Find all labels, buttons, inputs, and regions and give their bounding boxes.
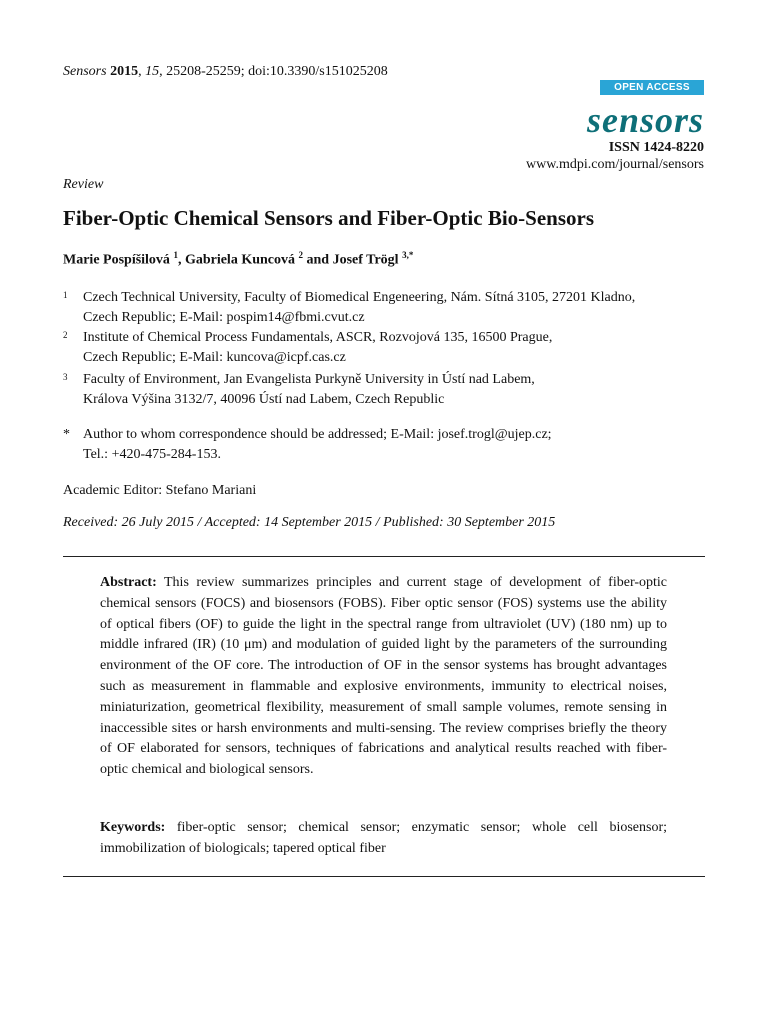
issn: ISSN 1424-8220 <box>608 140 704 155</box>
author-name: Gabriela Kuncová <box>184 252 299 268</box>
abstract-text: This review summarizes principles and current stage of development of fiber-optic chemical sensors (FOCS) and biosensors (FOBS). Fiber optic sensor (FOS) systems use the ability of optical fibers (OF) to guide the light in the spectral range from ultraviolet (UV) (180 nm) up to middle infrared (IR) (10 μm) and modulation of guided light by the parameters of the surrounding environment of the OF core. The introduction of OF in the sensor systems has brought advantages such as measurement in flammable and explosive environments, immunity to electrical noises, miniaturization, geometrical flexibility, measurement of small sample volumes, remote sensing in inaccessible sites or harsh environments and multi-sensing. The review comprises briefly the theory of OF elaborated for sensors, techniques of fabrications and analytical results reached with fiber-optic chemical and biological sensors. <box>100 575 667 778</box>
author-name: Marie Pospíšilová <box>63 252 174 268</box>
affiliation-line: Institute of Chemical Process Fundamentals, ASCR, Rozvojová 135, 16500 Prague, <box>83 330 553 345</box>
abstract <box>100 573 667 781</box>
correspondence-line: Tel.: +420-475-284-153. <box>83 447 221 462</box>
affiliation-number: 1 <box>63 290 68 300</box>
journal-logo: sensors <box>586 100 704 140</box>
keywords-label: Keywords: <box>100 820 166 835</box>
paper-title: Fiber-Optic Chemical Sensors and Fiber-Optic Bio-Sensors <box>63 206 594 230</box>
keywords <box>100 818 667 860</box>
affiliation-number: 3 <box>63 372 68 382</box>
correspondence-line: Author to whom correspondence should be addressed; E-Mail: josef.trogl@ujep.cz; <box>83 427 552 442</box>
author-separator: and <box>303 252 333 268</box>
publication-dates: Received: 26 July 2015 / Accepted: 14 September 2015 / Published: 30 September 2015 <box>63 515 556 530</box>
keywords-text: fiber-optic sensor; chemical sensor; enzymatic sensor; whole cell biosensor; immobilization of biologicals; tapered optical fiber <box>100 820 668 856</box>
article-type: Review <box>63 177 104 192</box>
affiliation-line: Czech Technical University, Faculty of Biomedical Engeneering, Nám. Sítná 3105, 27201 Kladno, <box>83 290 636 305</box>
citation-journal: Sensors <box>63 64 107 79</box>
affiliation-line: Králova Výšina 3132/7, 40096 Ústí nad Labem, Czech Republic <box>83 392 445 407</box>
author-affiliation-mark: 3,* <box>402 250 414 260</box>
author-affiliation-mark: 2 <box>298 250 303 260</box>
journal-url[interactable]: www.mdpi.com/journal/sensors <box>526 157 704 172</box>
affiliation-number: 2 <box>63 330 68 340</box>
affiliation-line: Czech Republic; E-Mail: kuncova@icpf.cas.cz <box>83 350 346 365</box>
open-access-badge: OPEN ACCESS <box>600 80 704 95</box>
affiliation-line: Faculty of Environment, Jan Evangelista Purkyně University in Ústí nad Labem, <box>83 372 535 387</box>
citation-line: Sensors 2015, 15, 25208-25259; doi:10.3390/s151025208 <box>63 64 388 79</box>
citation-volume: 15 <box>145 64 160 79</box>
academic-editor: Academic Editor: Stefano Mariani <box>63 483 257 498</box>
citation-year: 2015 <box>110 64 139 79</box>
section-divider-top <box>63 556 705 557</box>
author-separator: , <box>177 252 185 268</box>
section-divider-bottom <box>63 876 705 877</box>
affiliation-line: Czech Republic; E-Mail: pospim14@fbmi.cvut.cz <box>83 310 365 325</box>
citation-pages-doi: , 25208-25259; doi:10.3390/s151025208 <box>159 64 388 79</box>
abstract-label: Abstract: <box>100 575 157 590</box>
correspondence-star: * <box>63 427 70 442</box>
author-list <box>63 250 413 269</box>
author-name: Josef Trögl <box>332 252 403 268</box>
author-affiliation-mark: 1 <box>173 250 178 260</box>
